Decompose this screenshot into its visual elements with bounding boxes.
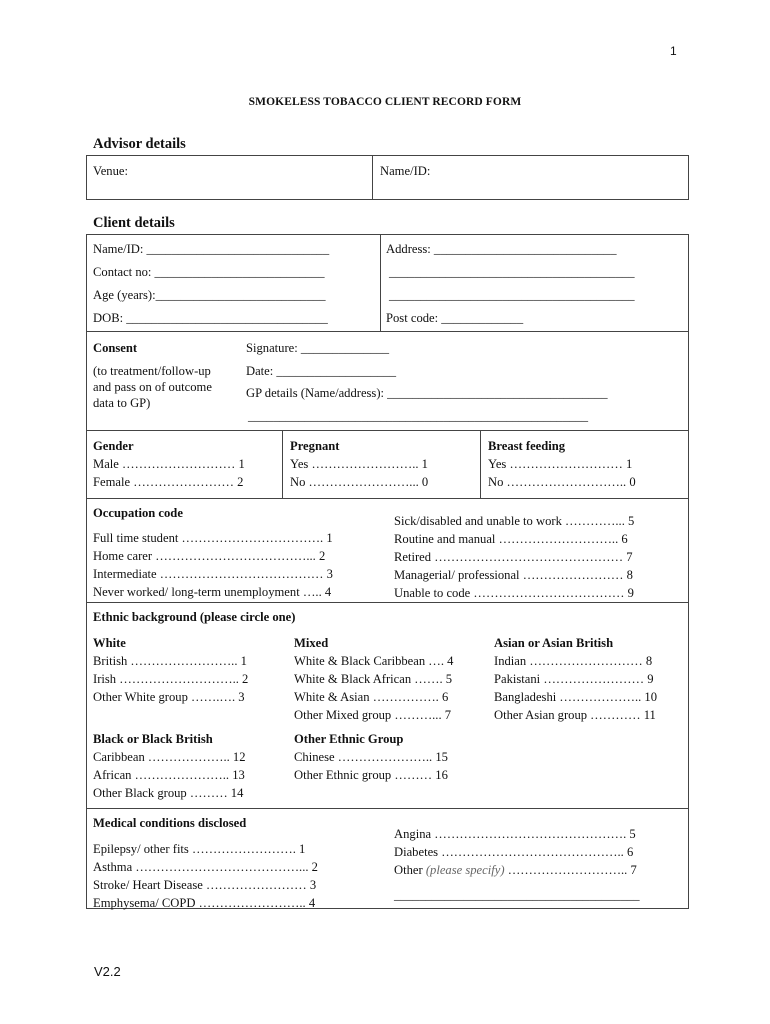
occupation-option[interactable]: Sick/disabled and unable to work …………... 5 bbox=[394, 514, 635, 528]
ethnic-option[interactable]: White & Asian ……………. 6 bbox=[294, 690, 449, 704]
option-pregnant-no[interactable]: No ……………………... 0 bbox=[290, 475, 429, 489]
address-line-3[interactable]: _______________________________________ bbox=[389, 288, 635, 302]
ethnic-other-heading: Other Ethnic Group bbox=[294, 732, 404, 746]
client-address-divider bbox=[380, 234, 381, 331]
occupation-option[interactable]: Home carer ………………………………... 2 bbox=[93, 549, 326, 563]
age-field[interactable]: Age (years):___________________________ bbox=[93, 288, 326, 302]
divider-medical bbox=[86, 808, 689, 809]
ethnic-heading: Ethnic background (please circle one) bbox=[93, 610, 296, 624]
ethnic-option[interactable]: Other Ethnic group ……… 16 bbox=[294, 768, 448, 782]
gp-details-line-2[interactable]: ______________________________________________________ bbox=[248, 409, 589, 423]
ethnic-option[interactable]: Other Black group ……… 14 bbox=[93, 786, 244, 800]
medical-right-list bbox=[394, 825, 637, 879]
ethnic-option[interactable]: African ………………….. 13 bbox=[93, 768, 245, 782]
advisor-name-field[interactable]: Name/ID: bbox=[380, 164, 431, 178]
ethnic-white-group bbox=[93, 634, 248, 706]
ethnic-black-group bbox=[93, 730, 246, 802]
option-breastfeeding-no[interactable]: No ……………………….. 0 bbox=[488, 475, 636, 489]
form-title bbox=[0, 96, 770, 108]
occupation-heading: Occupation code bbox=[93, 506, 183, 520]
gp-details-field[interactable]: GP details (Name/address): ___________________________________ bbox=[246, 386, 608, 400]
option-breastfeeding-yes[interactable]: Yes ……………………… 1 bbox=[488, 457, 633, 471]
ethnic-option[interactable]: Caribbean ……………….. 12 bbox=[93, 750, 246, 764]
option-female[interactable]: Female …………………… 2 bbox=[93, 475, 244, 489]
ethnic-option[interactable]: Indian ……………………… 8 bbox=[494, 654, 653, 668]
occupation-right-list bbox=[394, 512, 634, 602]
divider-ethnic bbox=[86, 602, 689, 603]
postcode-field[interactable]: Post code: _____________ bbox=[386, 311, 524, 325]
medical-other-hint: (please specify) bbox=[425, 863, 505, 877]
occupation-option[interactable]: Never worked/ long-term unemployment ….. 4 bbox=[93, 585, 332, 599]
consent-note-line: and pass on of outcome bbox=[93, 380, 212, 394]
ethnic-option[interactable]: White & Black Caribbean …. 4 bbox=[294, 654, 454, 668]
divider-consent bbox=[86, 331, 689, 332]
option-male[interactable]: Male ……………………… 1 bbox=[93, 457, 245, 471]
divider-occupation bbox=[86, 498, 689, 499]
ethnic-asian-heading: Asian or Asian British bbox=[494, 636, 614, 650]
medical-other-dots: ……………………….. 7 bbox=[507, 863, 637, 877]
medical-option[interactable]: Diabetes …………………………………….. 6 bbox=[394, 845, 634, 859]
consent-note-line: (to treatment/follow-up bbox=[93, 364, 211, 378]
medical-option[interactable]: Asthma …………………………………... 2 bbox=[93, 860, 318, 874]
ethnic-option[interactable]: British …………………….. 1 bbox=[93, 654, 247, 668]
option-pregnant-yes[interactable]: Yes …………………….. 1 bbox=[290, 457, 428, 471]
divider-breastfeeding bbox=[480, 430, 481, 498]
ethnic-option[interactable]: Pakistani …………………… 9 bbox=[494, 672, 654, 686]
ethnic-black-heading: Black or Black British bbox=[93, 732, 213, 746]
venue-field[interactable]: Venue: bbox=[93, 164, 128, 178]
ethnic-asian-group bbox=[494, 634, 657, 724]
client-name-field[interactable]: Name/ID: _____________________________ bbox=[93, 242, 330, 256]
contact-field[interactable]: Contact no: ___________________________ bbox=[93, 265, 325, 279]
dob-field[interactable]: DOB: ________________________________ bbox=[93, 311, 328, 325]
form-title-text: SMOKELESS TOBACCO CLIENT RECORD FORM bbox=[248, 96, 522, 108]
consent-note-line: data to GP) bbox=[93, 396, 151, 410]
gender-group bbox=[93, 437, 245, 491]
ethnic-option[interactable]: Chinese ………………….. 15 bbox=[294, 750, 448, 764]
consent-date-field[interactable]: Date: ___________________ bbox=[246, 364, 397, 378]
ethnic-option[interactable]: Bangladeshi ……………….. 10 bbox=[494, 690, 658, 704]
signature-field[interactable]: Signature: ______________ bbox=[246, 341, 390, 355]
ethnic-option[interactable]: Other White group …….…. 3 bbox=[93, 690, 245, 704]
version-label: V2.2 bbox=[94, 964, 121, 979]
occupation-left-list bbox=[93, 529, 333, 601]
ethnic-option[interactable]: Irish ……………………….. 2 bbox=[93, 672, 249, 686]
medical-option[interactable]: Angina ………………………………………. 5 bbox=[394, 827, 636, 841]
occupation-option[interactable]: Full time student ……………………………. 1 bbox=[93, 531, 333, 545]
medical-option[interactable]: Stroke/ Heart Disease …………………… 3 bbox=[93, 878, 317, 892]
medical-other-label: Other bbox=[394, 863, 423, 877]
pregnant-heading: Pregnant bbox=[290, 439, 340, 453]
medical-left-list bbox=[93, 840, 318, 912]
medical-heading: Medical conditions disclosed bbox=[93, 816, 247, 830]
ethnic-white-heading: White bbox=[93, 636, 126, 650]
occupation-option[interactable]: Unable to code ……………………………… 9 bbox=[394, 586, 634, 600]
client-heading: Client details bbox=[93, 215, 175, 231]
ethnic-option[interactable]: White & Black African ……. 5 bbox=[294, 672, 453, 686]
ethnic-mixed-heading: Mixed bbox=[294, 636, 329, 650]
occupation-option[interactable]: Managerial/ professional …………………… 8 bbox=[394, 568, 633, 582]
occupation-option[interactable]: Intermediate ………………………………… 3 bbox=[93, 567, 333, 581]
ethnic-option[interactable]: Other Asian group ………… 11 bbox=[494, 708, 656, 722]
breastfeeding-heading: Breast feeding bbox=[488, 439, 566, 453]
gender-heading: Gender bbox=[93, 439, 134, 453]
medical-option[interactable]: Emphysema/ COPD …………………….. 4 bbox=[93, 896, 316, 910]
advisor-heading: Advisor details bbox=[93, 136, 186, 152]
pregnant-group bbox=[290, 437, 428, 491]
consent-note bbox=[93, 363, 212, 411]
page-number: 1 bbox=[670, 44, 677, 58]
divider-pregnant bbox=[282, 430, 283, 498]
ethnic-mixed-group bbox=[294, 634, 453, 724]
occupation-option[interactable]: Retired ……………………………………… 7 bbox=[394, 550, 633, 564]
address-line-2[interactable]: _______________________________________ bbox=[389, 265, 635, 279]
medical-option[interactable]: Epilepsy/ other fits ……………………. 1 bbox=[93, 842, 306, 856]
consent-heading: Consent bbox=[93, 341, 138, 355]
medical-option-other[interactable] bbox=[394, 861, 637, 879]
ethnic-other-group bbox=[294, 730, 448, 784]
ethnic-option[interactable]: Other Mixed group ………... 7 bbox=[294, 708, 452, 722]
address-field[interactable]: Address: _____________________________ bbox=[386, 242, 617, 256]
divider-gender bbox=[86, 430, 689, 431]
medical-other-line[interactable]: _______________________________________ bbox=[394, 888, 640, 902]
breastfeeding-group bbox=[488, 437, 636, 491]
occupation-option[interactable]: Routine and manual ……………………….. 6 bbox=[394, 532, 628, 546]
advisor-divider bbox=[372, 155, 373, 200]
